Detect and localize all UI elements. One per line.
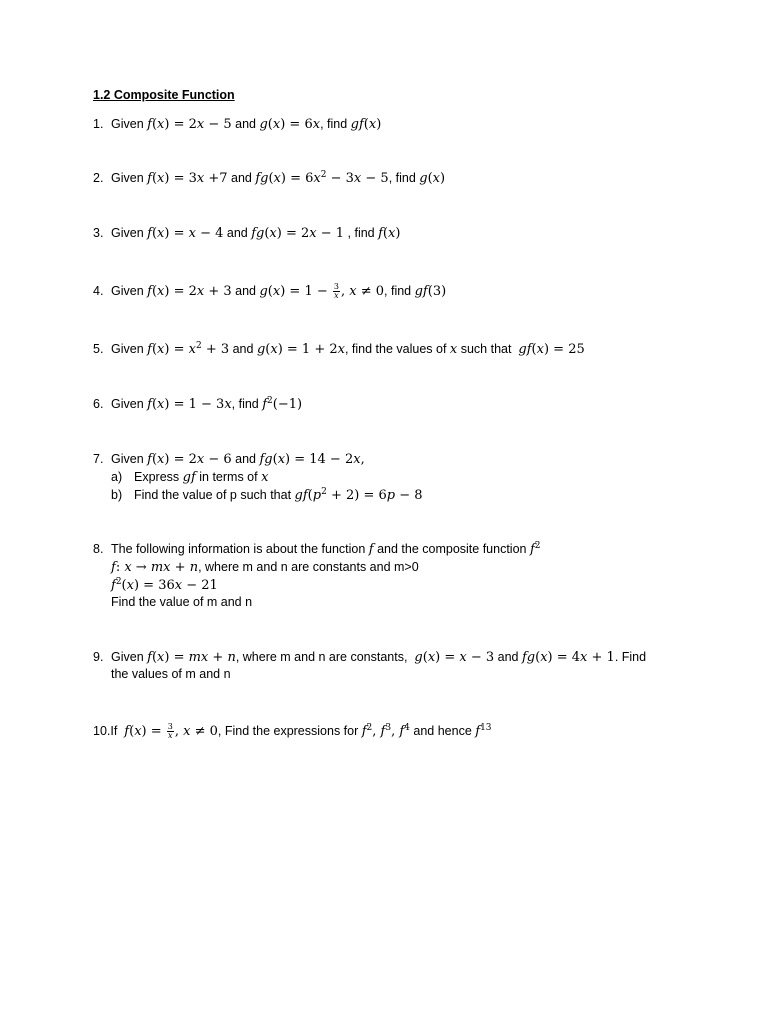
question-number: 4. [93, 284, 104, 298]
question-2: 2. Given f(x) = 3x +7 and $fg(x) = 6x^2 - 3x - 5$, find g(x) [93, 170, 446, 186]
question-8-line: f: x → mx + n, where m and n are constants and m>0 [111, 560, 419, 575]
question-1: 1. Given f(x) = 2x − 5 and g(x) = 6x, find gf(x) [93, 117, 382, 132]
question-number: 6. [93, 397, 104, 411]
question-9: 9. Given f(x) = mx + n, where m and n are constants, g(x) = x − 3 and fg(x) = 4x + 1. Find [93, 650, 647, 665]
question-5: 5. Given $f(x) = x^2 + 3$ and g(x) = 1 + 2x, find the values of x such that gf(x) = 25 [93, 341, 585, 357]
question-7-part-a: a) Express gf in terms of x [111, 470, 269, 485]
question-7: 7. Given f(x) = 2x − 6 and fg(x) = 14 − 2x, [93, 452, 365, 467]
question-number: 5. [93, 342, 104, 356]
question-number: 10. [93, 724, 111, 738]
question-number: 1. [93, 117, 104, 131]
question-number: 2. [93, 171, 104, 185]
question-10: 10.If f(x) = $\frac{3}{x}$ , x ≠ 0, Find the expressions for $f^2$, $f^3$, $f^4$ and hence $f^{13}$ [93, 722, 492, 740]
question-9-continuation: the values of m and n [111, 667, 231, 681]
question-3: 3. Given f(x) = x − 4 and fg(x) = 2x − 1 , find f(x) [93, 226, 401, 241]
question-8-line: $f^2(x) = 36x - 21$ [111, 577, 218, 593]
question-number: 7. [93, 452, 104, 466]
question-8: 8. The following information is about the function f and the composite function $f^2$ [93, 541, 541, 557]
question-number: 8. [93, 542, 104, 556]
question-number: 9. [93, 650, 104, 664]
question-6: 6. Given f(x) = 1 − 3x, find $f^2(-1)$ [93, 396, 303, 412]
question-7-part-b: b) Find the value of p such that $gf(p^2 + 2) = 6p - 8$ [111, 487, 423, 503]
page-title: 1.2 Composite Function [93, 88, 235, 102]
question-number: 3. [93, 226, 104, 240]
part-label: a) [111, 470, 123, 484]
question-4: 4. Given f(x) = 2x + 3 and g(x) = 1 − $\frac{3}{x}$ , x ≠ 0, find gf(3) [93, 282, 447, 300]
question-8-line: Find the value of m and n [111, 595, 253, 609]
part-label: b) [111, 488, 123, 502]
